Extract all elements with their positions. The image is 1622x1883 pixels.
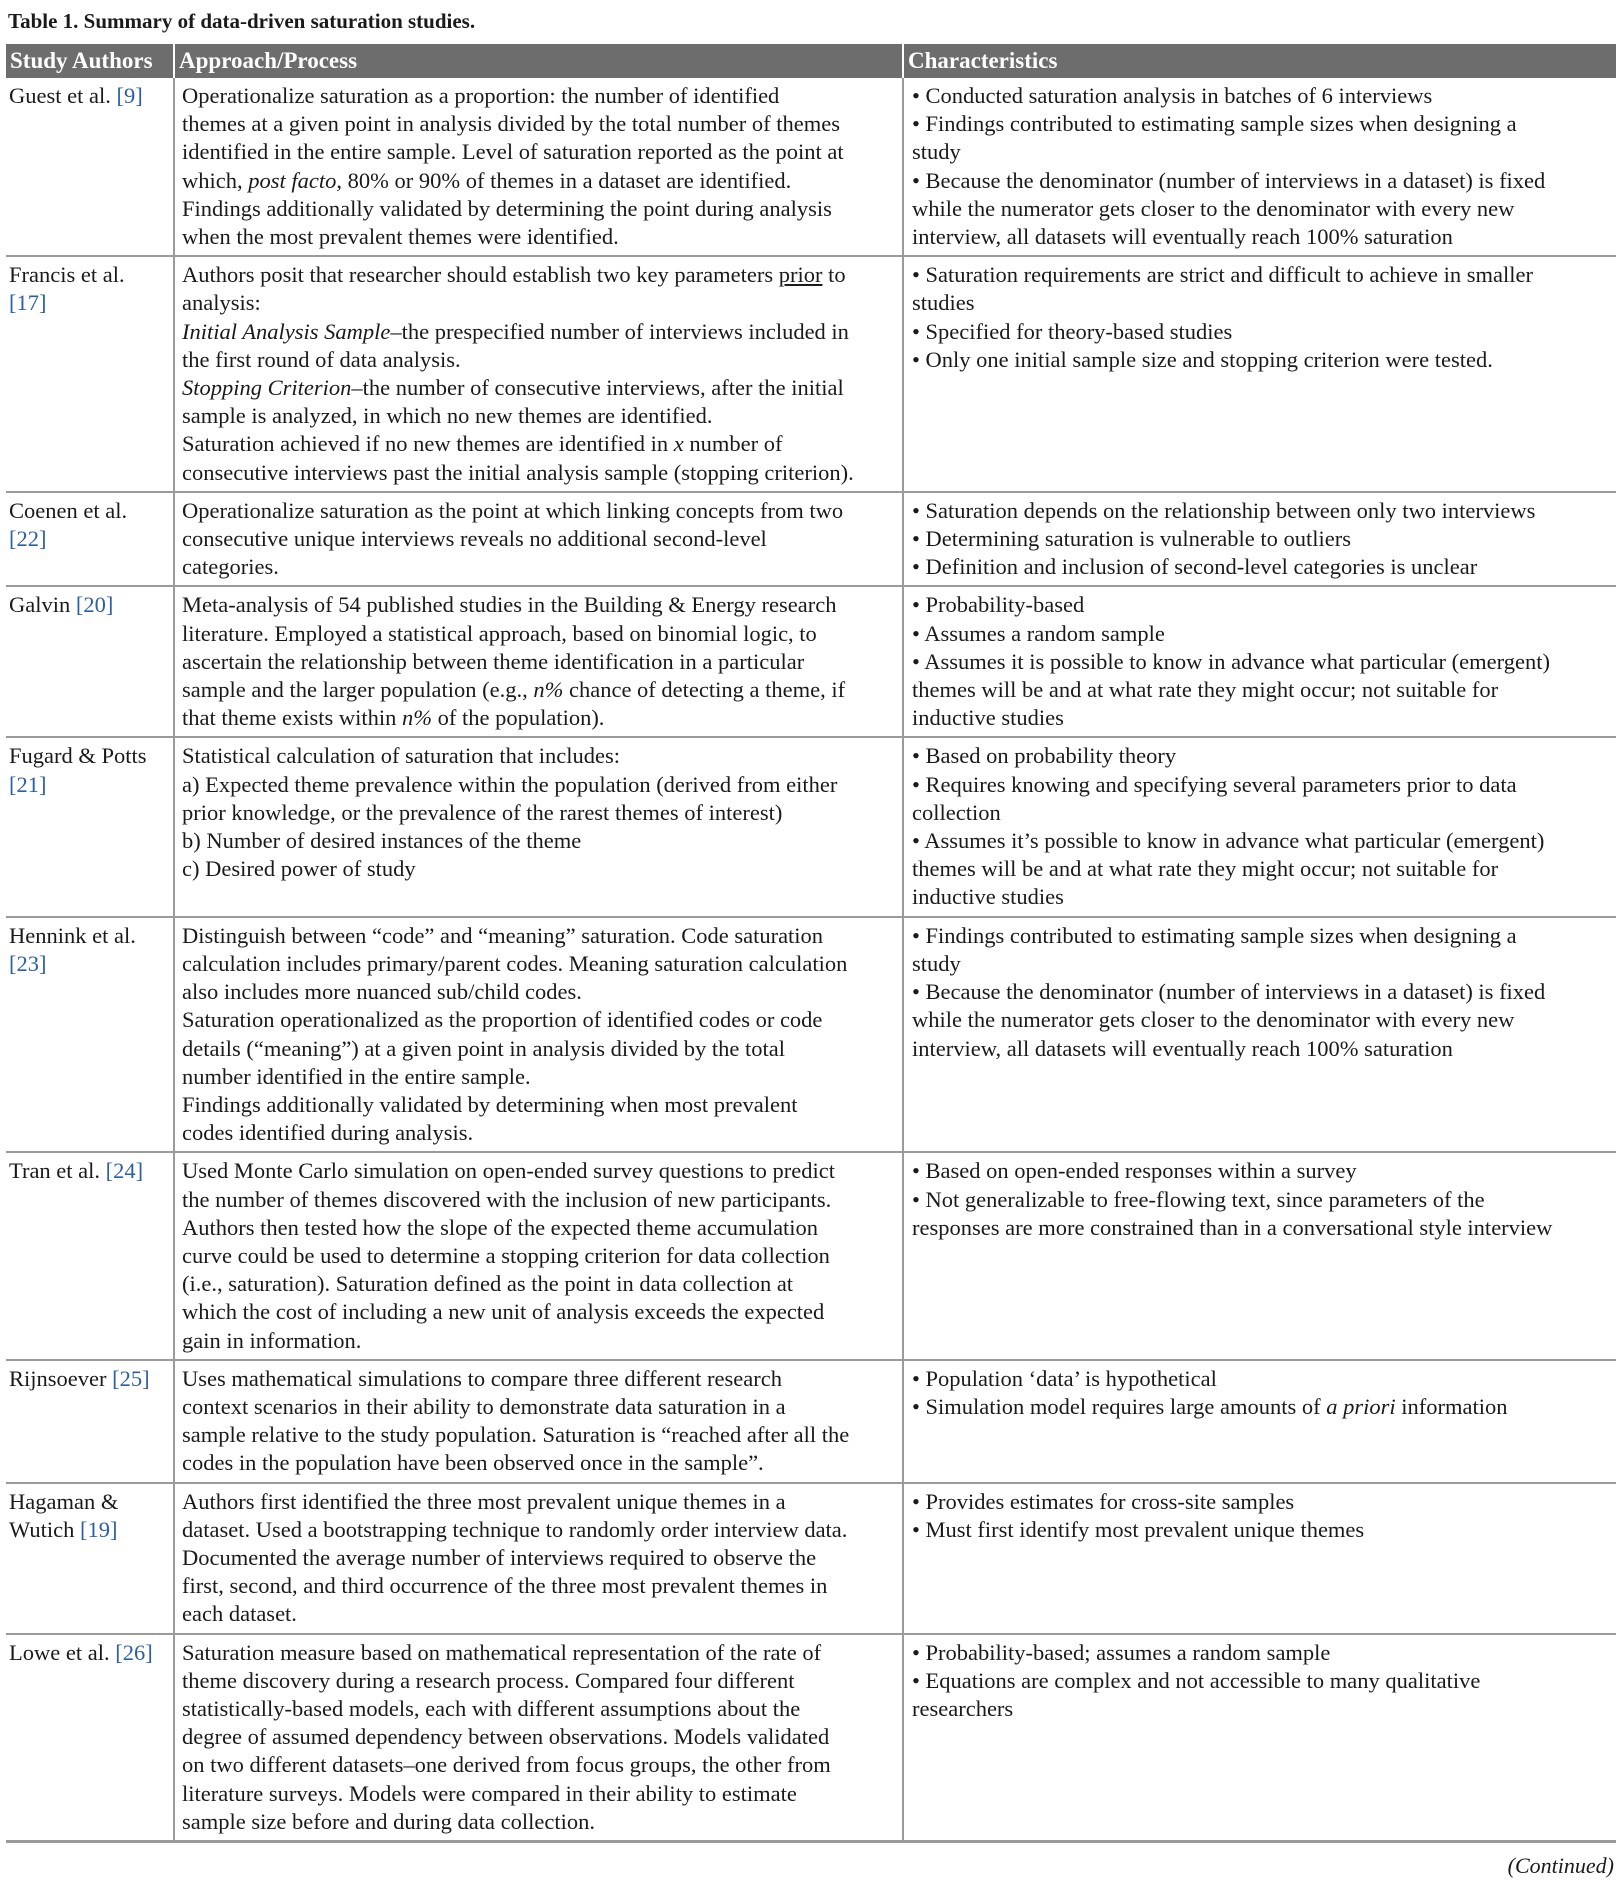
author-line [9, 771, 167, 799]
approach-line: sample relative to the study population. Saturation is “reached after all the [182, 1422, 850, 1448]
citation-link[interactable]: [19] [79, 1516, 118, 1542]
table-row [6, 256, 1616, 492]
author-line [9, 1639, 167, 1667]
approach-line: themes at a given point in analysis divided by the total number of themes [182, 111, 840, 137]
approach-line: Statistical calculation of saturation that includes: [182, 743, 621, 769]
characteristics-cell [903, 1483, 1616, 1634]
study-author-cell [6, 78, 174, 256]
author-name: Coenen et al. [9, 497, 128, 523]
characteristic-line: studies [912, 290, 975, 316]
approach-line: consecutive interviews past the initial analysis sample (stopping criterion). [182, 459, 854, 485]
characteristic-line: interview, all datasets will eventually reach 100% saturation [912, 1035, 1453, 1061]
characteristic-line: • Based on probability theory [912, 743, 1177, 769]
approach-line: first, second, and third occurrence of the three most prevalent themes in [182, 1573, 828, 1599]
characteristic-line: themes will be and at what rate they might occur; not suitable for [912, 677, 1499, 703]
study-author-cell [6, 586, 174, 737]
approach-line: ascertain the relationship between theme identification in a particular [182, 648, 805, 674]
approach-line: dataset. Used a bootstrapping technique to randomly order interview data. [182, 1516, 848, 1542]
characteristic-line: researchers [912, 1695, 1014, 1721]
table-row [6, 737, 1616, 916]
approach-line: Findings additionally validated by determining when most prevalent [182, 1091, 798, 1117]
characteristics-cell [903, 917, 1616, 1153]
characteristic-line: • Not generalizable to free-flowing text, since parameters of the [912, 1186, 1485, 1212]
author-name: Fugard & Potts [9, 743, 147, 769]
author-line [9, 950, 167, 978]
author-line [9, 591, 167, 619]
approach-line: sample and the larger population (e.g., n% chance of detecting a theme, if [182, 677, 846, 703]
author-name: Lowe et al. [9, 1639, 116, 1665]
characteristic-line: • Saturation depends on the relationship between only two interviews [912, 497, 1536, 523]
citation-link[interactable]: [17] [9, 290, 47, 316]
author-name: Hennink et al. [9, 922, 136, 948]
approach-line: categories. [182, 554, 279, 580]
characteristics-cell [903, 737, 1616, 916]
approach-line: b) Number of desired instances of the theme [182, 828, 582, 854]
citation-link[interactable]: [23] [9, 950, 47, 976]
study-author-cell [6, 917, 174, 1153]
table-row [6, 1634, 1616, 1842]
approach-line: Saturation achieved if no new themes are identified in x number of [182, 431, 783, 457]
approach-line: that theme exists within n% of the population). [182, 705, 605, 731]
author-name: Wutich [9, 1516, 80, 1542]
approach-line: the first round of data analysis. [182, 346, 461, 372]
approach-line: codes identified during analysis. [182, 1120, 474, 1146]
characteristic-line: • Saturation requirements are strict and difficult to achieve in smaller [912, 262, 1534, 288]
approach-line: Authors then tested how the slope of the expected theme accumulation [182, 1214, 819, 1240]
characteristic-line: • Based on open-ended responses within a survey [912, 1158, 1357, 1184]
author-line [9, 261, 167, 289]
citation-link[interactable]: [24] [105, 1158, 144, 1184]
continued-note: (Continued) [1507, 1853, 1614, 1878]
approach-process-cell [174, 737, 903, 916]
characteristic-line: • Only one initial sample size and stopping criterion were tested. [912, 346, 1493, 372]
study-author-cell [6, 737, 174, 916]
approach-line: also includes more nuanced sub/child codes. [182, 979, 582, 1005]
characteristics-cell [903, 586, 1616, 737]
approach-line: literature. Employed a statistical approach, based on binomial logic, to [182, 620, 817, 646]
approach-line: on two different datasets–one derived from focus groups, the other from [182, 1752, 831, 1778]
approach-line: details (“meaning”) at a given point in analysis divided by the total [182, 1035, 785, 1061]
characteristic-line: • Simulation model requires large amounts of a priori information [912, 1393, 1508, 1419]
author-name: Galvin [9, 592, 76, 618]
approach-line: the number of themes discovered with the inclusion of new participants. [182, 1186, 832, 1212]
characteristic-line: • Conducted saturation analysis in batches of 6 interviews [912, 83, 1433, 108]
approach-line: Operationalize saturation as the point at which linking concepts from two [182, 497, 844, 523]
approach-line: Stopping Criterion–the number of consecutive interviews, after the initial [182, 375, 844, 401]
citation-link[interactable]: [20] [75, 592, 114, 618]
table-label: Table 1. [8, 9, 79, 33]
approach-line: context scenarios in their ability to demonstrate data saturation in a [182, 1393, 786, 1419]
table-row [6, 492, 1616, 587]
approach-line: Distinguish between “code” and “meaning” saturation. Code saturation [182, 922, 824, 948]
characteristic-line: • Probability-based [912, 592, 1085, 618]
approach-process-cell [174, 78, 903, 256]
author-name: Guest et al. [9, 83, 117, 108]
author-line [9, 82, 167, 110]
approach-line: prior knowledge, or the prevalence of the rarest themes of interest) [182, 799, 783, 825]
approach-line: Authors first identified the three most prevalent unique themes in a [182, 1488, 786, 1514]
table-header-row [6, 44, 1616, 78]
characteristic-line: inductive studies [912, 705, 1064, 731]
characteristics-cell [903, 78, 1616, 256]
approach-line: Initial Analysis Sample–the prespecified number of interviews included in [182, 318, 849, 344]
citation-link[interactable]: [21] [9, 771, 47, 797]
characteristic-line: inductive studies [912, 884, 1064, 910]
approach-line: Saturation measure based on mathematical representation of the rate of [182, 1639, 822, 1665]
approach-process-cell [174, 1152, 903, 1359]
approach-line: Operationalize saturation as a proportion: the number of identified [182, 83, 780, 108]
characteristics-cell [903, 1152, 1616, 1359]
table-row [6, 78, 1616, 256]
approach-process-cell [174, 1483, 903, 1634]
characteristic-line: study [912, 139, 961, 165]
approach-line: Documented the average number of interviews required to observe the [182, 1544, 817, 1570]
header-approach-process: Approach/Process [174, 44, 903, 78]
approach-line: number identified in the entire sample. [182, 1063, 531, 1089]
citation-link[interactable]: [26] [115, 1639, 153, 1665]
characteristics-cell [903, 492, 1616, 587]
study-author-cell [6, 1634, 174, 1842]
table-caption [8, 6, 475, 36]
table-row [6, 917, 1616, 1153]
approach-line: (i.e., saturation). Saturation defined as the point in data collection at [182, 1271, 794, 1297]
approach-process-cell [174, 492, 903, 587]
approach-line: gain in information. [182, 1327, 362, 1353]
characteristic-line: study [912, 950, 961, 976]
approach-line: c) Desired power of study [182, 856, 416, 882]
approach-line: Authors posit that researcher should establish two key parameters prior to [182, 262, 846, 288]
characteristic-line: • Assumes a random sample [912, 620, 1165, 646]
approach-line: curve could be used to determine a stopping criterion for data collection [182, 1242, 830, 1268]
approach-line: degree of assumed dependency between observations. Models validated [182, 1724, 830, 1750]
header-study-authors: Study Authors [6, 44, 174, 78]
approach-line: calculation includes primary/parent codes. Meaning saturation calculation [182, 950, 848, 976]
approach-line: analysis: [182, 290, 261, 316]
author-name: Tran et al. [9, 1158, 106, 1184]
table-title: Summary of data-driven saturation studies. [83, 9, 476, 33]
characteristic-line: • Because the denominator (number of interviews in a dataset) is fixed [912, 979, 1546, 1005]
citation-link[interactable]: [9] [116, 83, 143, 108]
characteristic-line: • Specified for theory-based studies [912, 318, 1233, 344]
table-row [6, 1360, 1616, 1483]
characteristic-line: • Probability-based; assumes a random sample [912, 1639, 1331, 1665]
author-line [9, 497, 167, 525]
characteristic-line: • Because the denominator (number of interviews in a dataset) is fixed [912, 167, 1546, 193]
characteristics-cell [903, 1360, 1616, 1483]
approach-process-cell [174, 917, 903, 1153]
author-line [9, 525, 167, 553]
table-row [6, 1152, 1616, 1359]
author-line [9, 1516, 167, 1544]
characteristic-line: while the numerator gets closer to the denominator with every new [912, 1007, 1515, 1033]
approach-process-cell [174, 1634, 903, 1842]
approach-line: Uses mathematical simulations to compare three different research [182, 1365, 782, 1391]
approach-line: a) Expected theme prevalence within the population (derived from either [182, 771, 838, 797]
characteristic-line: responses are more constrained than in a conversational style interview [912, 1214, 1553, 1240]
approach-line: sample size before and during data collection. [182, 1808, 595, 1834]
author-line [9, 289, 167, 317]
approach-process-cell [174, 256, 903, 492]
characteristic-line: • Provides estimates for cross-site samples [912, 1488, 1295, 1514]
approach-line: Saturation operationalized as the proportion of identified codes or code [182, 1007, 823, 1033]
characteristic-line: interview, all datasets will eventually reach 100% saturation [912, 224, 1453, 250]
characteristic-line: • Assumes it is possible to know in advance what particular (emergent) [912, 648, 1550, 674]
characteristic-line: • Equations are complex and not accessible to many qualitative [912, 1667, 1481, 1693]
characteristic-line: • Must first identify most prevalent unique themes [912, 1516, 1365, 1542]
characteristic-line: • Assumes it’s possible to know in advance what particular (emergent) [912, 828, 1545, 854]
approach-line: Findings additionally validated by determining the point during analysis [182, 195, 832, 221]
approach-line: statistically-based models, each with different assumptions about the [182, 1695, 801, 1721]
approach-line: which, post facto, 80% or 90% of themes in a dataset are identified. [182, 167, 792, 193]
citation-link[interactable]: [25] [112, 1365, 150, 1391]
approach-line: theme discovery during a research process. Compared four different [182, 1667, 795, 1693]
study-author-cell [6, 1360, 174, 1483]
study-author-cell [6, 1483, 174, 1634]
characteristics-cell [903, 1634, 1616, 1842]
characteristic-line: collection [912, 799, 1001, 825]
header-characteristics: Characteristics [903, 44, 1616, 78]
study-author-cell [6, 1152, 174, 1359]
approach-process-cell [174, 586, 903, 737]
approach-line: when the most prevalent themes were identified. [182, 224, 619, 250]
citation-link[interactable]: [22] [9, 526, 47, 552]
study-author-cell [6, 256, 174, 492]
study-author-cell [6, 492, 174, 587]
approach-line: Used Monte Carlo simulation on open-ended survey questions to predict [182, 1158, 836, 1184]
characteristic-line: • Determining saturation is vulnerable to outliers [912, 526, 1352, 552]
approach-line: Meta-analysis of 54 published studies in the Building & Energy research [182, 592, 837, 618]
approach-line: literature surveys. Models were compared in their ability to estimate [182, 1780, 797, 1806]
characteristic-line: themes will be and at what rate they might occur; not suitable for [912, 856, 1499, 882]
characteristic-line: • Findings contributed to estimating sample sizes when designing a [912, 922, 1517, 948]
table-row [6, 1483, 1616, 1634]
author-name: Rijnsoever [9, 1365, 113, 1391]
characteristic-line: while the numerator gets closer to the denominator with every new [912, 195, 1515, 221]
characteristic-line: • Definition and inclusion of second-level categories is unclear [912, 554, 1478, 580]
approach-line: sample is analyzed, in which no new themes are identified. [182, 403, 713, 429]
characteristic-line: • Population ‘data’ is hypothetical [912, 1365, 1217, 1391]
author-line [9, 1157, 167, 1185]
author-line [9, 742, 167, 770]
author-name: Hagaman & [9, 1488, 119, 1514]
author-line [9, 922, 167, 950]
approach-line: consecutive unique interviews reveals no additional second-level [182, 526, 767, 552]
approach-process-cell [174, 1360, 903, 1483]
author-line [9, 1365, 167, 1393]
saturation-studies-table [6, 44, 1616, 1843]
characteristic-line: • Requires knowing and specifying several parameters prior to data [912, 771, 1517, 797]
characteristics-cell [903, 256, 1616, 492]
characteristic-line: • Findings contributed to estimating sample sizes when designing a [912, 111, 1517, 137]
approach-line: which the cost of including a new unit of analysis exceeds the expected [182, 1299, 825, 1325]
approach-line: identified in the entire sample. Level of saturation reported as the point at [182, 139, 844, 165]
author-name: Francis et al. [9, 262, 125, 288]
table-row [6, 586, 1616, 737]
approach-line: codes in the population have been observed once in the sample”. [182, 1450, 764, 1476]
author-line [9, 1488, 167, 1516]
approach-line: each dataset. [182, 1601, 297, 1627]
